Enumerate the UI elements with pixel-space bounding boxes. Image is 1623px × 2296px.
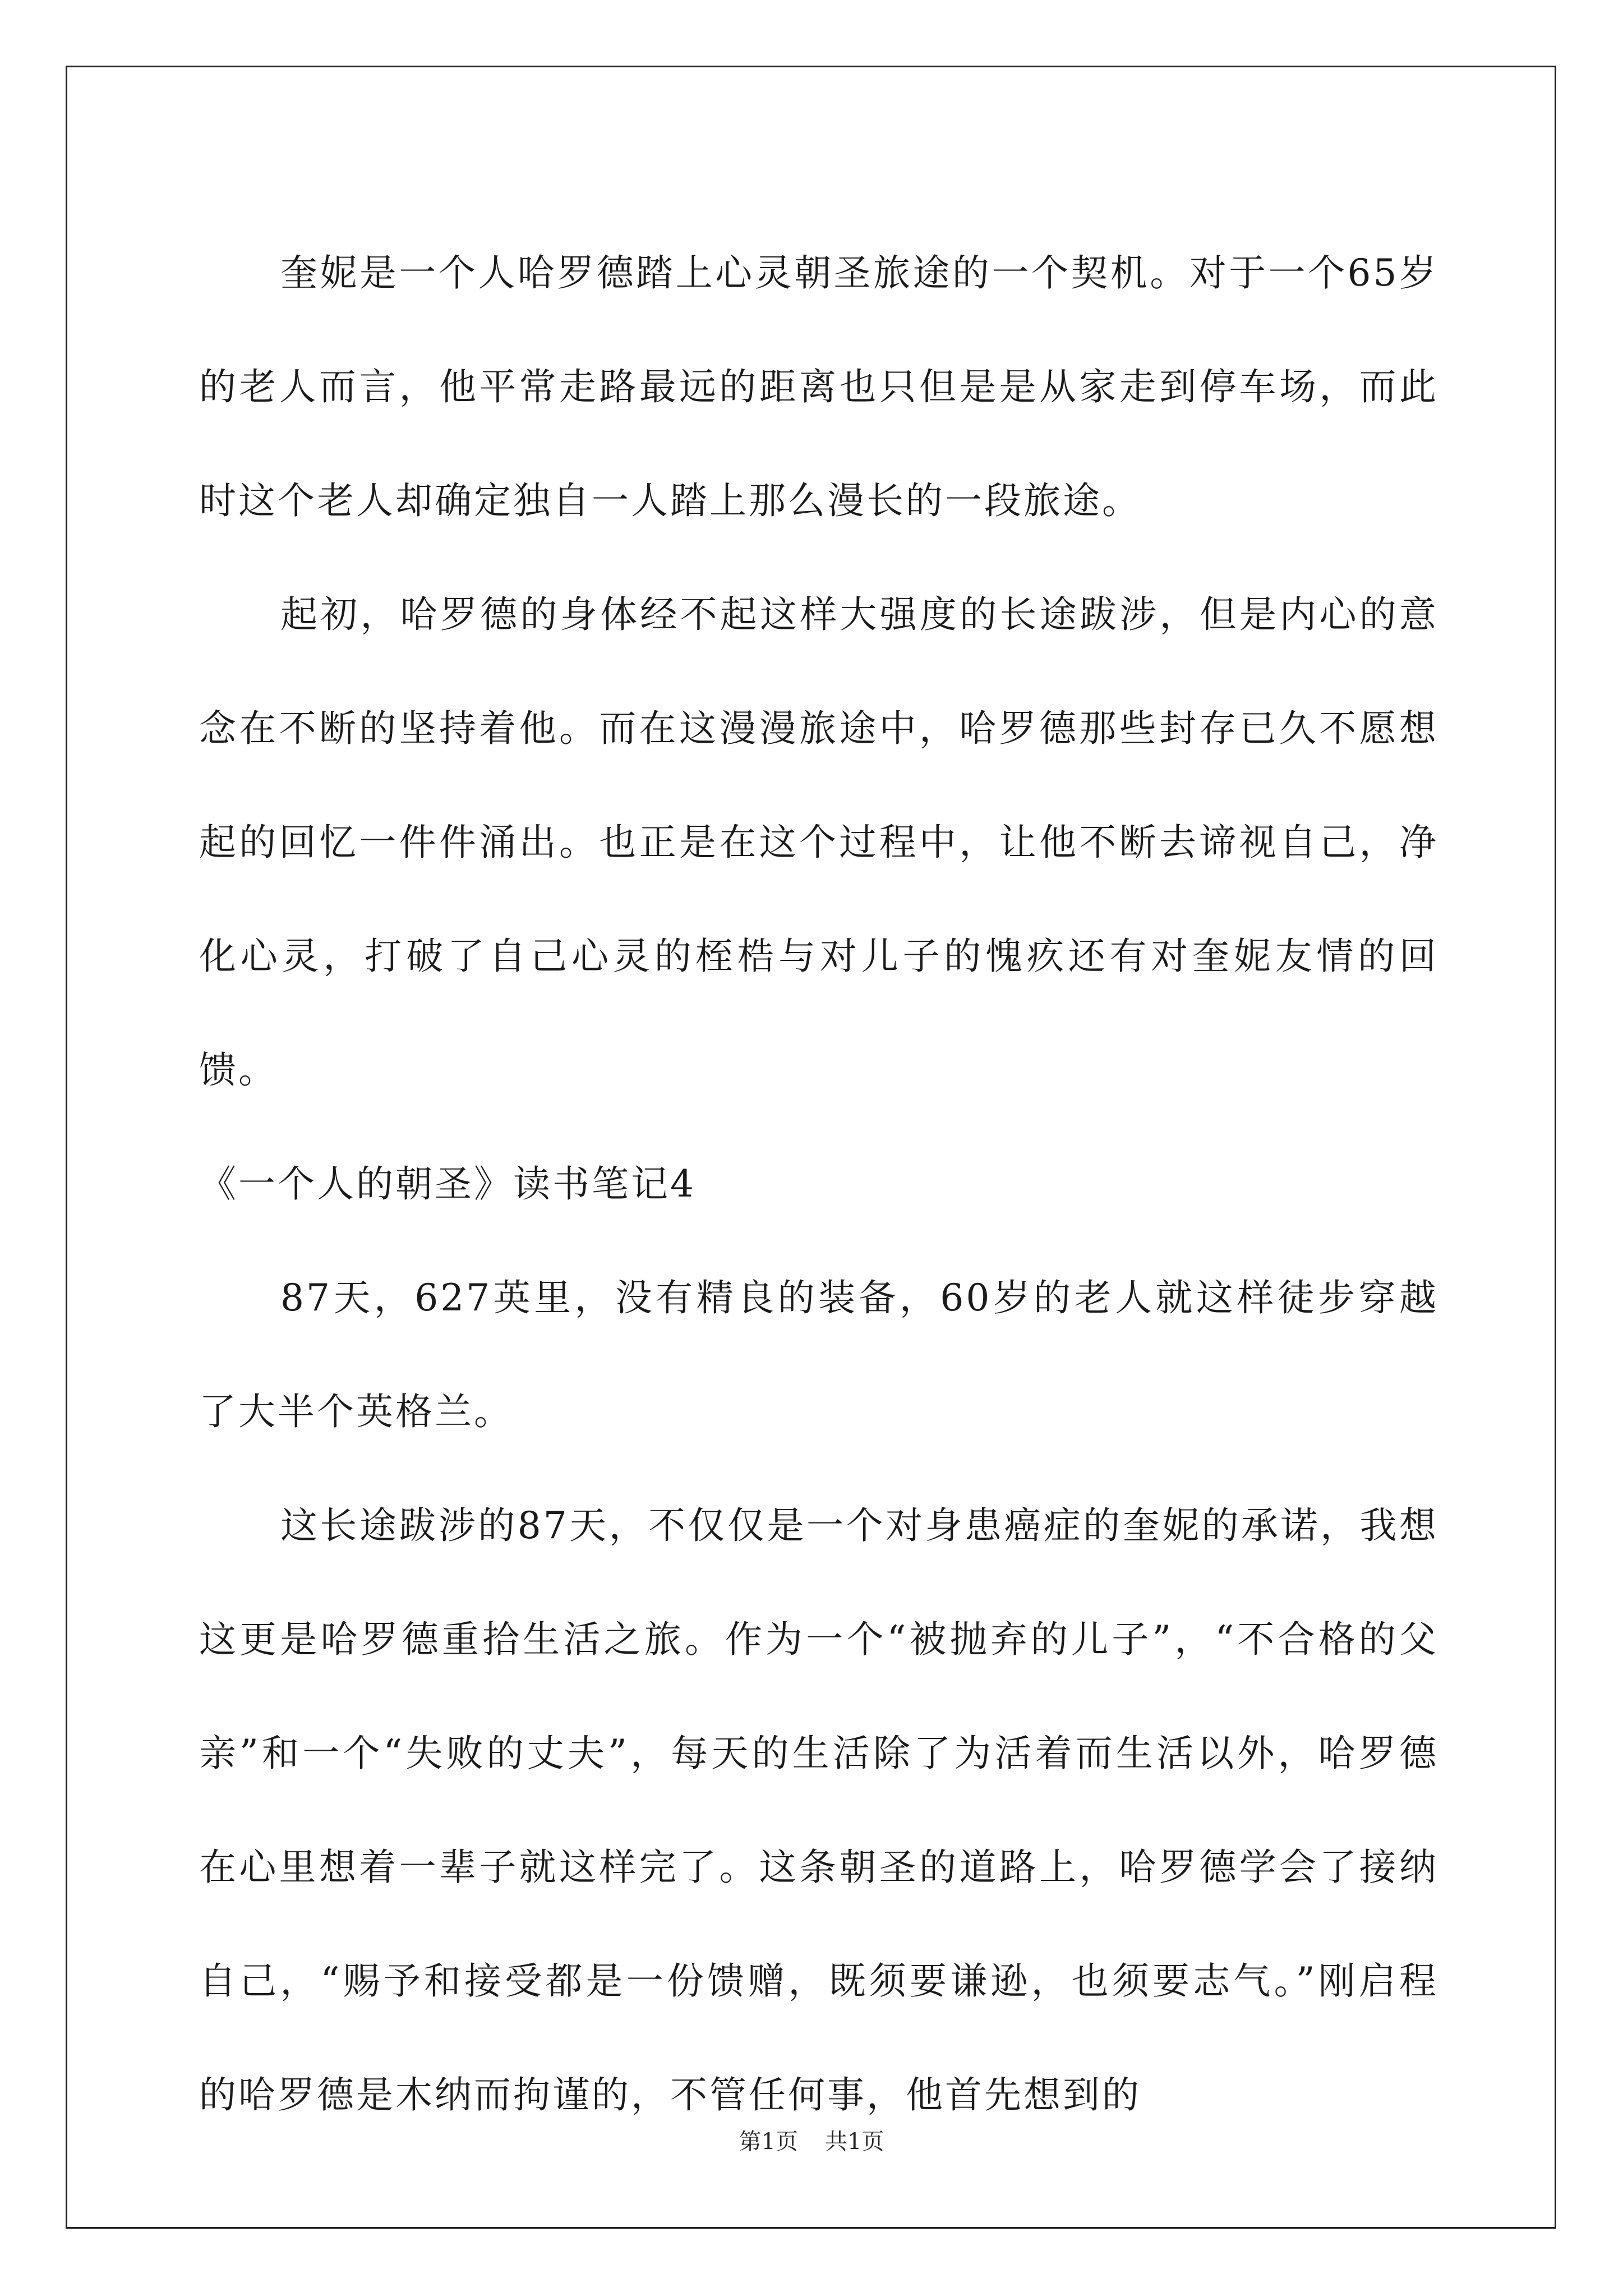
page-footer [0,2124,1623,2156]
paragraph-2: 起初，哈罗德的身体经不起这样大强度的长途跋涉，但是内心的意念在不断的坚持着他。而在这漫漫旅途中，哈罗德那些封存已久不愿想起的回忆一件件涌出。也正是在这个过程中，让他不断去谛视自己，净化心灵，打破了自己心灵的桎梏与对儿子的愧疚还有对奎妮友情的回馈。 [199,593,1438,1092]
document-body [199,216,1438,2152]
paragraph-4: 这长途跋涉的87天，不仅仅是一个对身患癌症的奎妮的承诺，我想这更是哈罗德重拾生活之旅。作为一个“被抛弃的儿子”，“不合格的父亲”和一个“失败的丈夫”，每天的生活除了为活着而生活以外，哈罗德在心里想着一辈子就这样完了。这条朝圣的道路上，哈罗德学会了接纳自己，“赐予和接受都是一份馈赠，既须要谦逊，也须要志气。”刚启程的哈罗德是木纳而拘谨的，不管任何事，他首先想到的 [199,1504,1438,2116]
paragraph-1: 奎妮是一个人哈罗德踏上心灵朝圣旅途的一个契机。对于一个65岁的老人而言，他平常走路最远的距离也只但是是从家走到停车场，而此时这个老人却确定独自一人踏上那么漫长的一段旅途。 [199,251,1438,522]
paragraph-3: 87天，627英里，没有精良的装备，60岁的老人就这样徒步穿越了大半个英格兰。 [199,1276,1438,1433]
section-heading: 《一个人的朝圣》读书笔记4 [199,1162,696,1205]
page-total: 共1页 [825,2129,884,2155]
page-number: 第1页 [739,2129,798,2155]
